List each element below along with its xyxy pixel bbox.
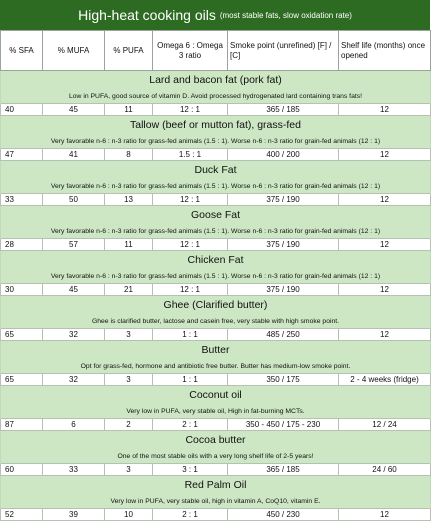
cell-mufa: 57	[43, 239, 105, 251]
page-subtitle: (most stable fats, slow oxidation rate)	[219, 10, 352, 20]
oil-values-row	[1, 419, 431, 431]
oil-name-row	[1, 476, 431, 495]
oil-name-row	[1, 206, 431, 225]
oil-values-row	[1, 284, 431, 296]
cell-sfa: 33	[1, 194, 43, 206]
oil-note-row	[1, 359, 431, 374]
cell-pufa: 3	[105, 464, 153, 476]
cell-smoke-point: 400 / 200	[228, 149, 339, 161]
cell-pufa: 8	[105, 149, 153, 161]
page-title: High-heat cooking oils	[78, 7, 216, 23]
col-header-mufa: % MUFA	[43, 31, 105, 71]
cell-sfa: 87	[1, 419, 43, 431]
oil-name: Coconut oil	[1, 386, 431, 405]
oil-note: Very favorable n-6 : n-3 ratio for grass-fed animals (1.5 : 1). Worse n-6 : n-3 ratio for grain-fed animals (12 : 1)	[1, 224, 431, 239]
oil-note-row	[1, 224, 431, 239]
cell-mufa: 50	[43, 194, 105, 206]
cell-shelf-life: 12	[339, 329, 431, 341]
oil-name: Lard and bacon fat (pork fat)	[1, 71, 431, 90]
oil-name: Butter	[1, 341, 431, 360]
cell-shelf-life: 2 - 4 weeks (fridge)	[339, 374, 431, 386]
oil-name-row	[1, 251, 431, 270]
oil-values-row	[1, 464, 431, 476]
cell-shelf-life: 12	[339, 509, 431, 521]
cell-smoke-point: 485 / 250	[228, 329, 339, 341]
cell-pufa: 13	[105, 194, 153, 206]
cell-mufa: 45	[43, 284, 105, 296]
cell-smoke-point: 375 / 190	[228, 194, 339, 206]
cell-mufa: 32	[43, 329, 105, 341]
cell-pufa: 2	[105, 419, 153, 431]
cell-sfa: 65	[1, 329, 43, 341]
cell-smoke-point: 450 / 230	[228, 509, 339, 521]
cell-pufa: 3	[105, 374, 153, 386]
cell-mufa: 32	[43, 374, 105, 386]
cell-shelf-life: 24 / 60	[339, 464, 431, 476]
oil-values-row	[1, 149, 431, 161]
cell-smoke-point: 375 / 190	[228, 239, 339, 251]
oil-note: One of the most stable oils with a very long shelf life of 2-5 years!	[1, 449, 431, 464]
oil-name: Chicken Fat	[1, 251, 431, 270]
oil-values-row	[1, 509, 431, 521]
cell-sfa: 28	[1, 239, 43, 251]
cell-omega-ratio: 3 : 1	[153, 464, 228, 476]
cell-mufa: 45	[43, 104, 105, 116]
cell-pufa: 11	[105, 104, 153, 116]
cell-sfa: 30	[1, 284, 43, 296]
oil-note-row	[1, 134, 431, 149]
oil-note: Very low in PUFA, very stable oil, High in fat-burning MCTs.	[1, 404, 431, 419]
cell-smoke-point: 365 / 185	[228, 464, 339, 476]
cell-omega-ratio: 12 : 1	[153, 194, 228, 206]
cell-mufa: 33	[43, 464, 105, 476]
cell-omega-ratio: 1.5 : 1	[153, 149, 228, 161]
cell-mufa: 39	[43, 509, 105, 521]
col-header-sfa: % SFA	[1, 31, 43, 71]
cell-omega-ratio: 1 : 1	[153, 374, 228, 386]
oil-note-row	[1, 449, 431, 464]
oil-name-row	[1, 161, 431, 180]
cell-omega-ratio: 12 : 1	[153, 104, 228, 116]
oil-name-row	[1, 386, 431, 405]
oil-name: Cocoa butter	[1, 431, 431, 450]
cell-sfa: 40	[1, 104, 43, 116]
oil-note-row	[1, 314, 431, 329]
cell-pufa: 10	[105, 509, 153, 521]
cell-smoke-point: 375 / 190	[228, 284, 339, 296]
oil-name-row	[1, 296, 431, 315]
oil-note-row	[1, 89, 431, 104]
cell-pufa: 3	[105, 329, 153, 341]
oil-note: Ghee is clarified butter, lactose and casein free, very stable with high smoke point.	[1, 314, 431, 329]
cell-omega-ratio: 2 : 1	[153, 509, 228, 521]
oil-note-row	[1, 404, 431, 419]
cell-omega-ratio: 12 : 1	[153, 284, 228, 296]
cell-shelf-life: 12	[339, 194, 431, 206]
col-header-omega-ratio: Omega 6 : Omega 3 ratio	[153, 31, 228, 71]
cell-mufa: 41	[43, 149, 105, 161]
cell-smoke-point: 365 / 185	[228, 104, 339, 116]
oil-name-row	[1, 341, 431, 360]
oil-values-row	[1, 239, 431, 251]
oil-name: Goose Fat	[1, 206, 431, 225]
oil-note-row	[1, 179, 431, 194]
oil-name-row	[1, 71, 431, 90]
cell-shelf-life: 12	[339, 284, 431, 296]
col-header-pufa: % PUFA	[105, 31, 153, 71]
cell-sfa: 60	[1, 464, 43, 476]
oil-name-row	[1, 116, 431, 135]
cell-pufa: 21	[105, 284, 153, 296]
title-bar	[0, 0, 430, 30]
oil-note-row	[1, 269, 431, 284]
cell-shelf-life: 12	[339, 149, 431, 161]
cell-sfa: 52	[1, 509, 43, 521]
cell-omega-ratio: 1 : 1	[153, 329, 228, 341]
oil-name-row	[1, 431, 431, 450]
oil-note-row	[1, 494, 431, 509]
oil-name: Ghee (Clarified butter)	[1, 296, 431, 315]
cell-shelf-life: 12	[339, 104, 431, 116]
cell-shelf-life: 12 / 24	[339, 419, 431, 431]
col-header-smoke-point: Smoke point (unrefined) [F] / [C]	[228, 31, 339, 71]
oil-note: Very favorable n-6 : n-3 ratio for grass-fed animals (1.5 : 1). Worse n-6 : n-3 ratio for grain-fed animals (12 : 1)	[1, 179, 431, 194]
oil-note: Very favorable n-6 : n-3 ratio for grass-fed animals (1.5 : 1). Worse n-6 : n-3 ratio for grain-fed animals (12 : 1)	[1, 134, 431, 149]
oil-note: Very low in PUFA, very stable oil, high in vitamin A, CoQ10, vitamin E.	[1, 494, 431, 509]
oil-name: Duck Fat	[1, 161, 431, 180]
col-header-shelf-life: Shelf life (months) once opened	[339, 31, 431, 71]
header-row	[1, 31, 431, 71]
cell-sfa: 65	[1, 374, 43, 386]
cell-omega-ratio: 2 : 1	[153, 419, 228, 431]
cell-mufa: 6	[43, 419, 105, 431]
oil-values-row	[1, 104, 431, 116]
cell-omega-ratio: 12 : 1	[153, 239, 228, 251]
cell-pufa: 11	[105, 239, 153, 251]
cell-smoke-point: 350 - 450 / 175 - 230	[228, 419, 339, 431]
oil-name: Red Palm Oil	[1, 476, 431, 495]
oil-values-row	[1, 374, 431, 386]
cell-shelf-life: 12	[339, 239, 431, 251]
oil-values-row	[1, 329, 431, 341]
oils-table-body	[1, 71, 431, 521]
cell-sfa: 47	[1, 149, 43, 161]
oil-values-row	[1, 194, 431, 206]
oil-note: Low in PUFA, good source of vitamin D. Avoid processed hydrogenated lard containing trans fats!	[1, 89, 431, 104]
cell-smoke-point: 350 / 175	[228, 374, 339, 386]
oil-note: Opt for grass-fed, hormone and antibiotic free butter. Butter has medium-low smoke point.	[1, 359, 431, 374]
oil-name: Tallow (beef or mutton fat), grass-fed	[1, 116, 431, 135]
oil-note: Very favorable n-6 : n-3 ratio for grass-fed animals (1.5 : 1). Worse n-6 : n-3 ratio for grain-fed animals (12 : 1)	[1, 269, 431, 284]
oils-table	[0, 30, 431, 521]
